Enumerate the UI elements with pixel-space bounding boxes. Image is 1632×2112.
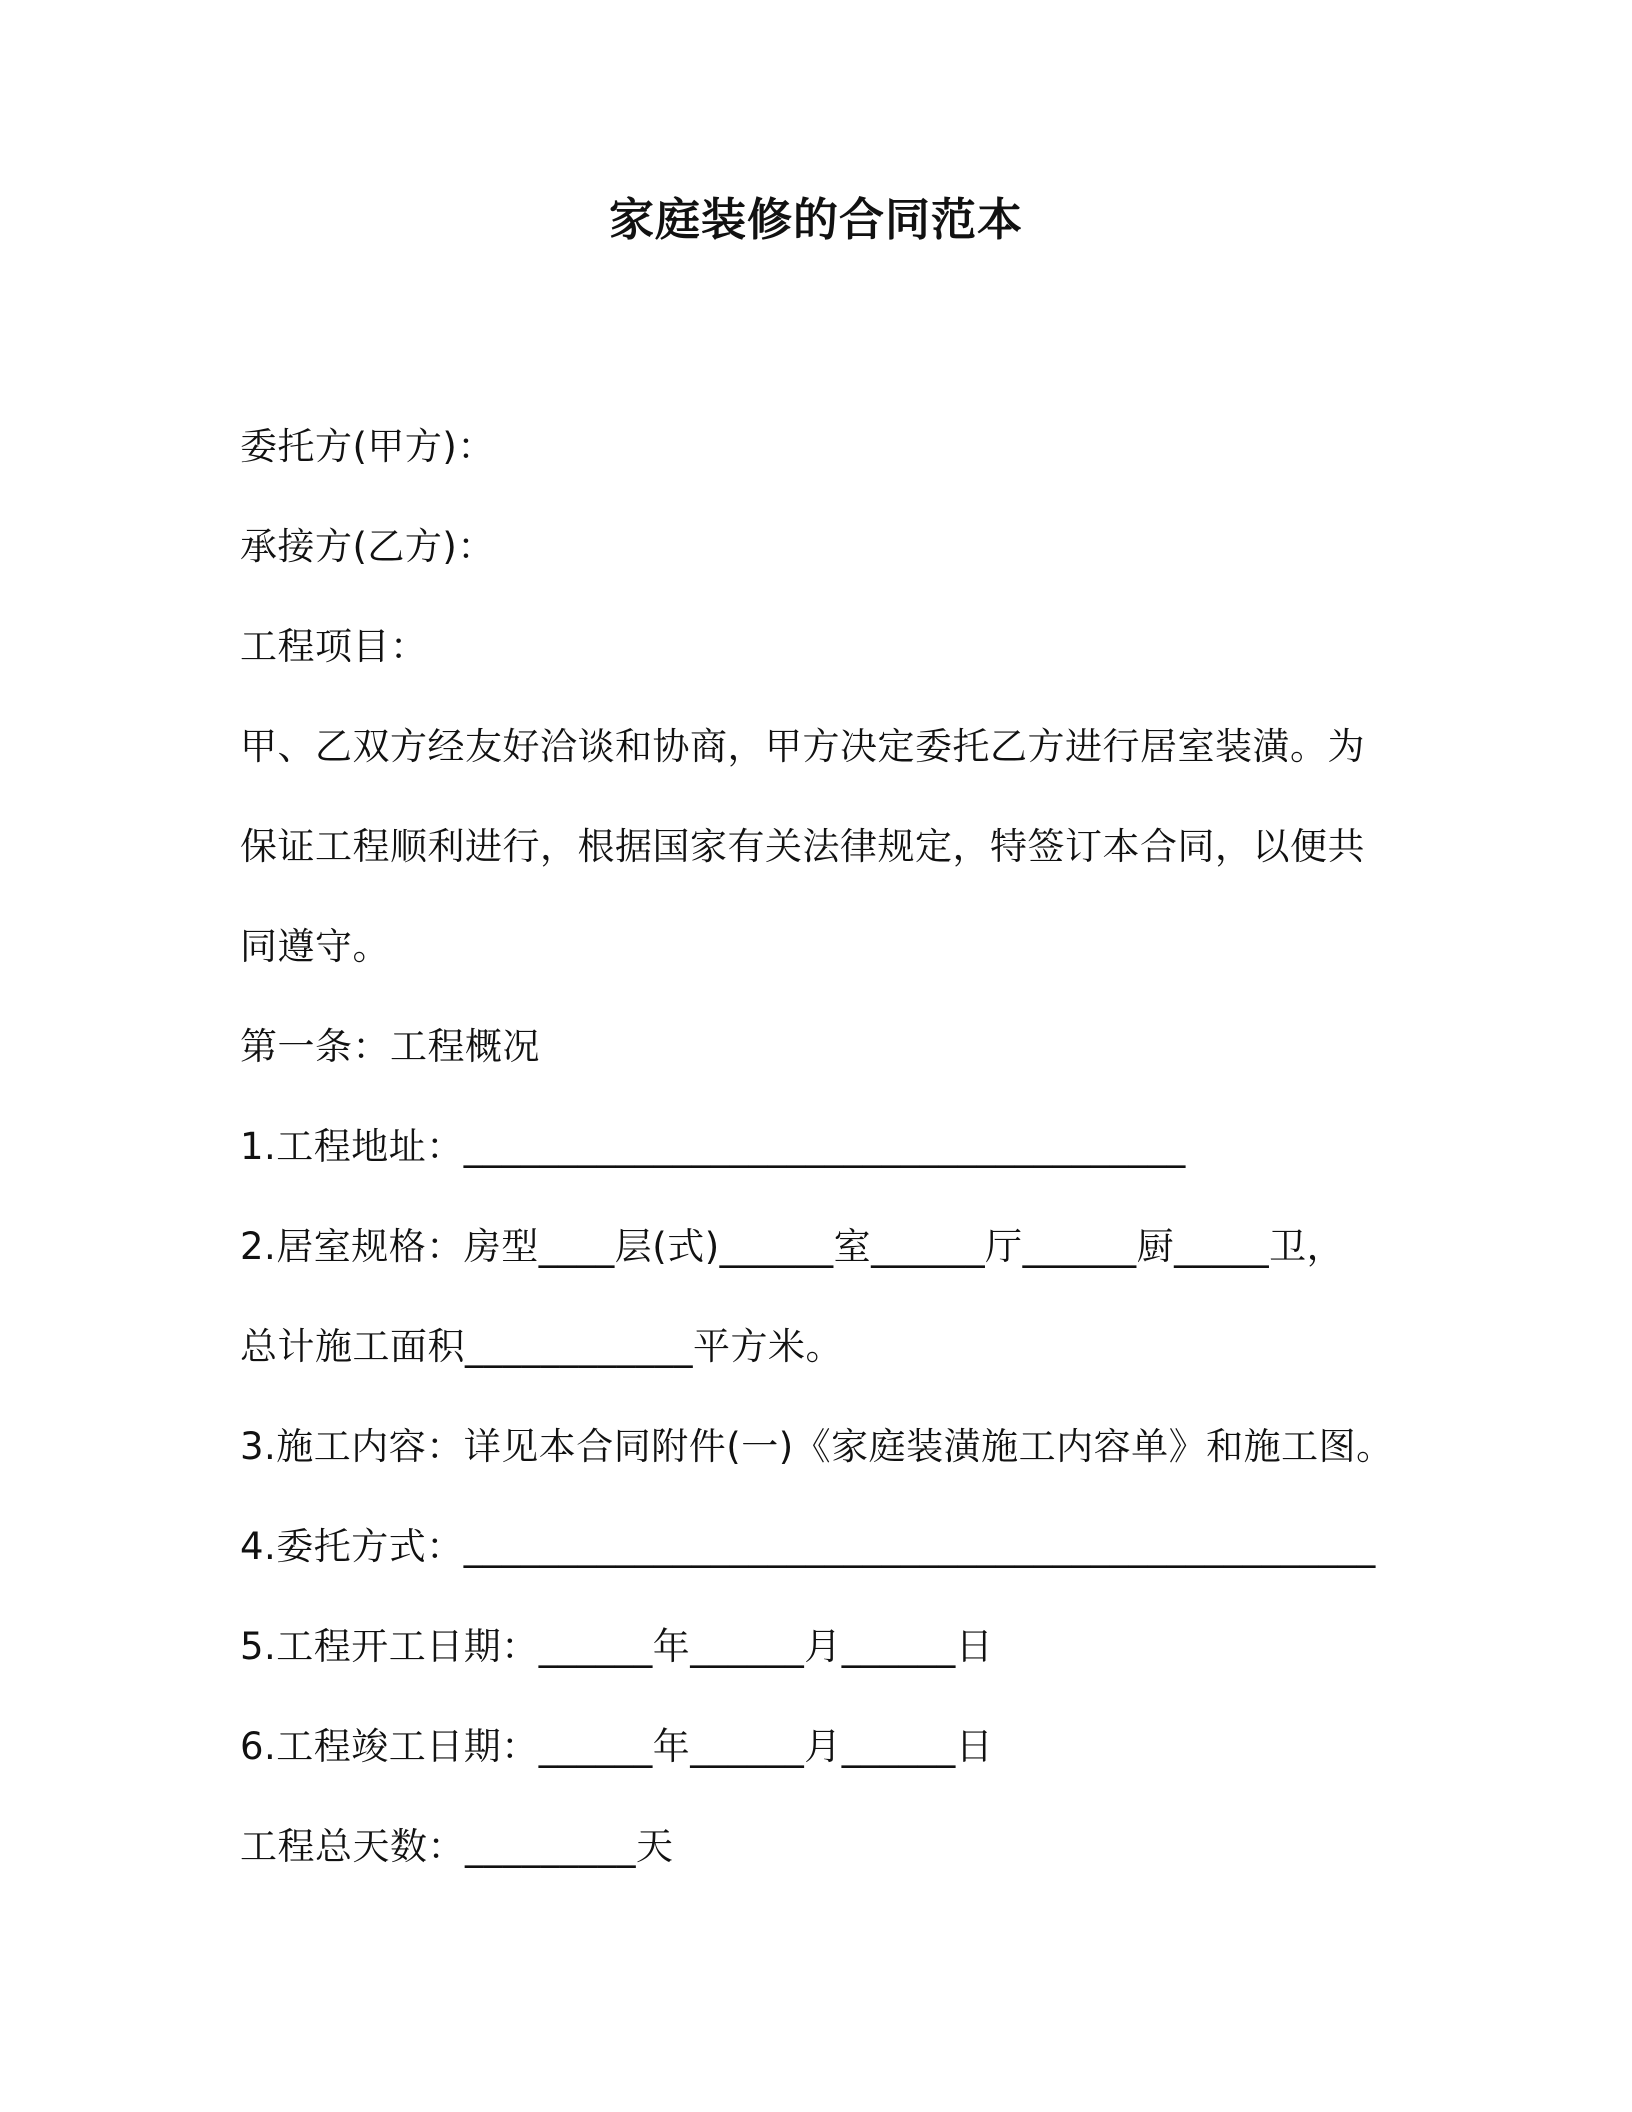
item-3-construction-content: 3.施工内容：详见本合同附件(一)《家庭装潢施工内容单》和施工图。 xyxy=(240,1425,1394,1468)
project-field: 工程项目： xyxy=(240,625,428,668)
intro-paragraph-line-3: 同遵守。 xyxy=(240,925,390,968)
item-5-start-date: 5.工程开工日期：______年______月______日 xyxy=(240,1625,994,1668)
intro-paragraph-line-1: 甲、乙双方经友好洽谈和协商，甲方决定委托乙方进行居室装潢。为 xyxy=(240,725,1365,768)
total-days: 工程总天数：_________天 xyxy=(240,1825,674,1868)
party-a-field: 委托方(甲方)： xyxy=(240,425,495,468)
intro-paragraph-line-2: 保证工程顺利进行，根据国家有关法律规定，特签订本合同，以便共 xyxy=(240,825,1365,868)
document-title: 家庭装修的合同范本 xyxy=(608,193,1023,246)
item-1-address: 1.工程地址：______________________________________ xyxy=(240,1125,1186,1168)
article-1-heading: 第一条：工程概况 xyxy=(240,1025,540,1068)
item-2-room-spec-line-2: 总计施工面积____________平方米。 xyxy=(240,1325,843,1368)
item-6-completion-date: 6.工程竣工日期：______年______月______日 xyxy=(240,1725,994,1768)
item-2-room-spec-line-1: 2.居室规格：房型____层(式)______室______厅______厨_____卫， xyxy=(240,1225,1345,1268)
party-b-field: 承接方(乙方)： xyxy=(240,525,495,568)
item-4-commission-method: 4.委托方式：________________________________________________ xyxy=(240,1525,1376,1568)
